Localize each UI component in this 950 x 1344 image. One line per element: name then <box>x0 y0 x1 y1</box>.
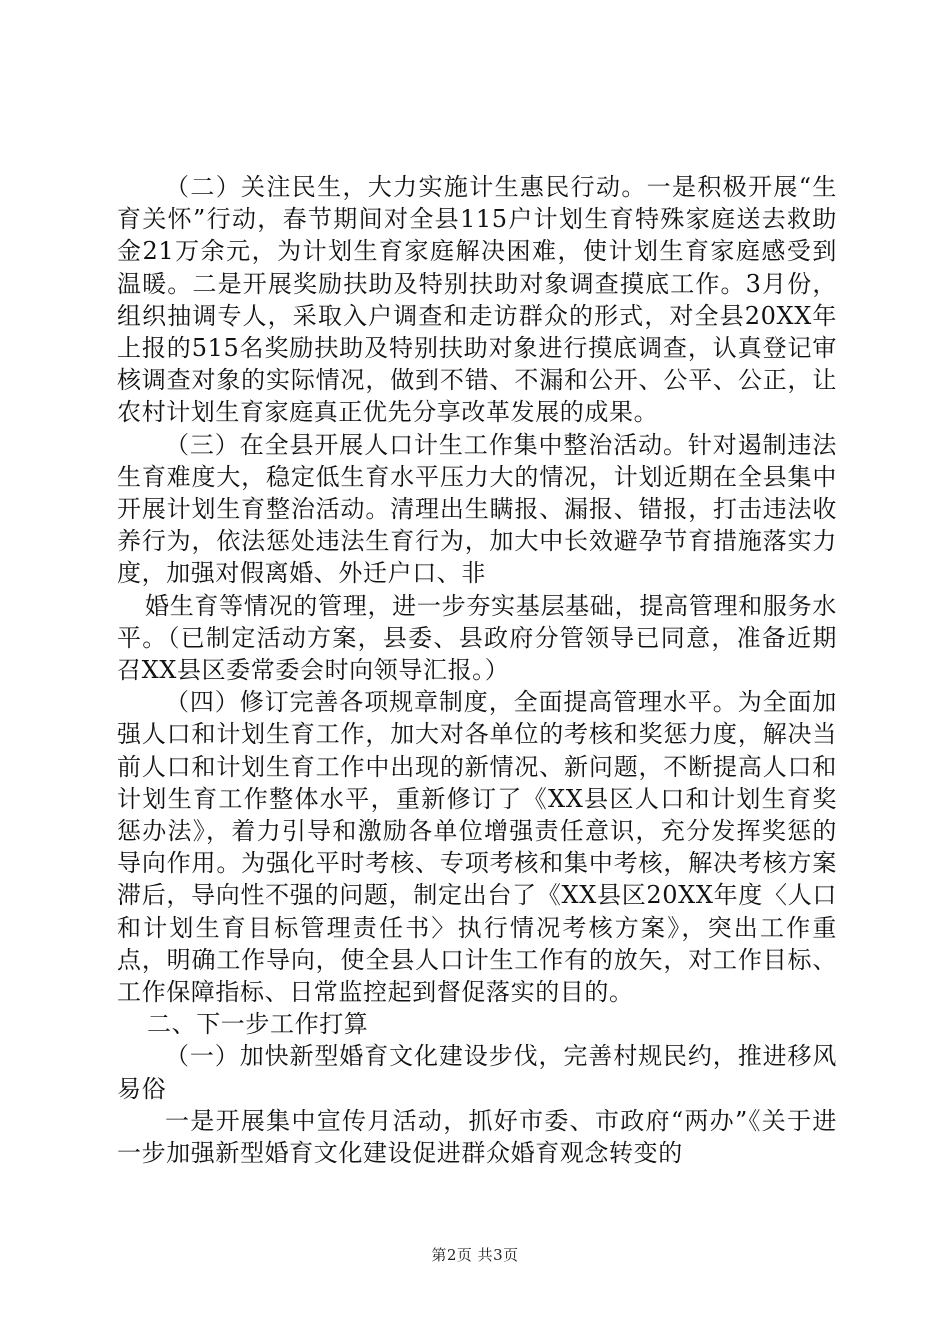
paragraph-livelihood: （二）关注民生，大力实施计生惠民行动。一是积极开展“生育关怀”行动，春节期间对全县115户计划生育特殊家庭送去救助金21万余元，为计划生育家庭解决困难，使计划生育家庭感受到温暖。二是开展奖励扶助及特别扶助对象调查摸底工作。3月份，组织抽调专人，采取入户调查和走访群众的形式，对全县20XX年上报的515名奖励扶助及特别扶助对象进行摸底调查，认真登记审核调查对象的实际情况，做到不错、不漏和公开、公平、公正，让农村计划生育家庭真正优先分享改革发展的成果。 <box>117 173 837 427</box>
subheading-marriage-culture: （一）加快新型婚育文化建设步伐，完善村规民约，推进移风易俗 <box>117 1042 837 1103</box>
paragraph-publicity-month: 一是开展集中宣传月活动，抓好市委、市政府“两办”《关于进一步加强新型婚育文化建设促进群众婚育观念转变的 <box>117 1106 837 1168</box>
paragraph-rectification: （三）在全县开展人口计生工作集中整治活动。针对遏制违法生育难度大，稳定低生育水平压力大的情况，计划近期在全县集中开展计划生育整治活动。清理出生瞒报、漏报、错报，打击违法收养行为，依法惩处违法生育行为，加大中长效避孕节育措施落实力度，加强对假离婚、外迁户口、非 <box>117 430 837 588</box>
section-heading-next-steps: 二、下一步工作打算 <box>147 1010 369 1039</box>
page-number-footer: 第2页 共3页 <box>431 1246 519 1264</box>
paragraph-regulations: （四）修订完善各项规章制度，全面提高管理水平。为全面加强人口和计划生育工作，加大对各单位的考核和奖惩力度，解决当前人口和计划生育工作中出现的新情况、新问题，不断提高人口和计划生育工作整体水平，重新修订了《XX县区人口和计划生育奖惩办法》，着力引导和激励各单位增强责任意识，充分发挥奖惩的导向作用。为强化平时考核、专项考核和集中考核，解决考核方案滞后，导向性不强的问题，制定出台了《XX县区20XX年度〈人口和计划生育目标管理责任书〉执行情况考核方案》，突出工作重点，明确工作导向，使全县人口计生工作有的放矢，对工作目标、工作保障指标、日常监控起到督促落实的目的。 <box>117 688 837 1007</box>
document-body <box>117 171 837 1169</box>
paragraph-rectification-continued: 婚生育等情况的管理，进一步夯实基层基础，提高管理和服务水平。（已制定活动方案，县委、县政府分管领导已同意，准备近期召XX县区委常委会时向领导汇报。） <box>117 591 837 685</box>
